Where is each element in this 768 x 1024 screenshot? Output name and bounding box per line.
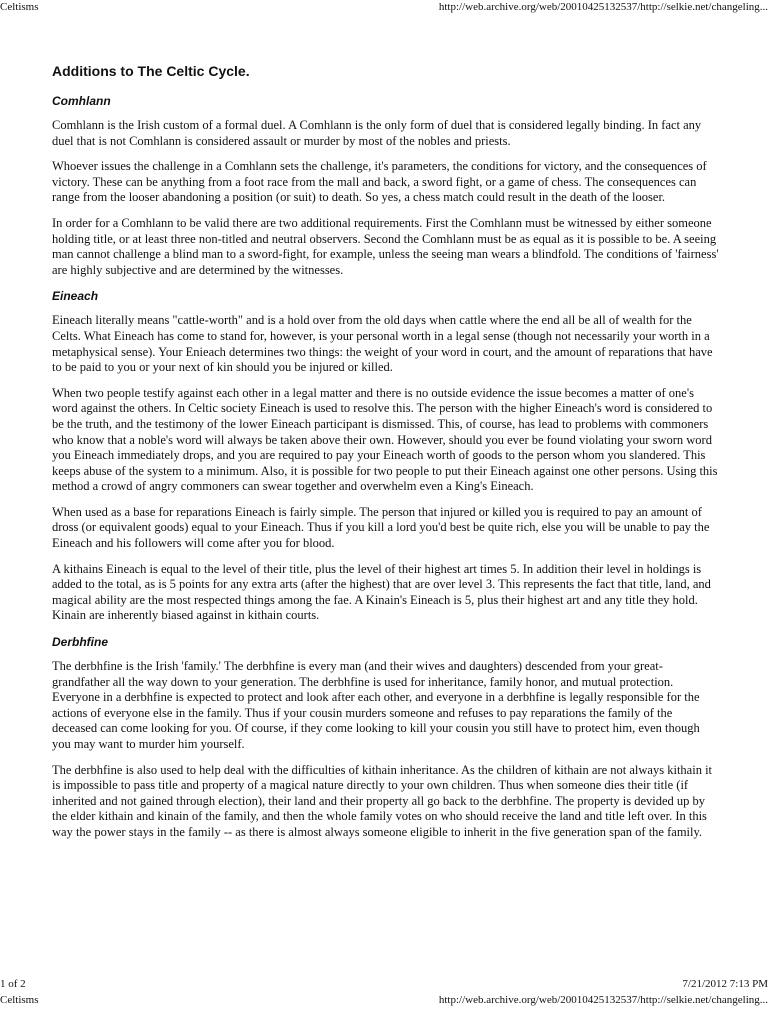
section-heading: Eineach <box>52 289 99 304</box>
footer-title: Celtisms <box>0 994 39 1006</box>
section-eineach <box>52 288 720 624</box>
section-comhlann <box>52 93 720 278</box>
footer-page-number: 1 of 2 <box>0 978 26 990</box>
footer-url: http://web.archive.org/web/20010425132537/http://selkie.net/changeling... <box>438 994 768 1006</box>
footer-datetime: 7/21/2012 7:13 PM <box>682 978 768 990</box>
paragraph: Whoever issues the challenge in a Comhlann sets the challenge, it's parameters, the conditions for victory, and the consequences of victory. These can be anything from a foot race from the mall and back, a sword fight, or a game of chess. The consequences can range from the looser abandoning a position (or suit) to death. So yes, a chess match could result in the death of the looser. <box>52 159 707 205</box>
paragraph: In order for a Comhlann to be valid there are two additional requirements. First the Comhlann must be witnessed by either someone holding title, or at least three non-titled and neutral observers. Second the Comhlann must be as equal as it is possible to be. A seeing man cannot challenge a blind man to a sword-fight, for example, unless the seeing man wears a blindfold. The conditions of 'fairness' are highly subjective and are determined by the witnesses. <box>52 215 719 277</box>
paragraph: When used as a base for reparations Eineach is fairly simple. The person that injured or killed you is required to pay an amount of dross (or equivalent goods) equal to your Eineach. Thus if you kill a lord you'd best be quite rich, else you will be unable to pay the Eineach and his followers will come after you for blood. <box>52 504 710 551</box>
paragraph: Comhlann is the Irish custom of a formal duel. A Comhlann is the only form of duel that is considered legally binding. In fact any duel that is not Comhlann is considered assault or murder by most of the nobles and priests. <box>52 118 702 148</box>
paragraph: A kithains Eineach is equal to the level of their title, plus the level of their highest art times 5. In addition their level in holdings is added to the total, as is 5 points for any extra arts (after the highest) that are over level 3. This represents the fact that title, land, and magical ability are the most respected things among the fae. A Kinain's Eineach is 5, plus their highest art and any title they hold. Kinain are inherently biased against in kithain courts. <box>52 561 711 623</box>
section-heading: Comhlann <box>52 94 111 108</box>
paragraph: When two people testify against each other in a legal matter and there is no outside evidence the issue becomes a matter of one's word against the others. In Celtic society Eineach is used to resolve this. The person with the higher Eineach's word is considered to be the truth, and the testimony of the lower Eineach participant is dismissed. This, of course, has lead to problems with commoners who know that a noble's word will always be taken above their own. However, should you ever be found violating your sworn word you Eineach immediately drops, and you are required to pay your Eineach worth of goods to the person whom you slandered. This keeps abuse of the system to a minimum. Also, it is possible for two people to put their Eineach against one other persons. Using this method a crowd of angry commoners can swear together and overwhelm even a King's Eineach. <box>52 385 718 494</box>
page-title: Additions to The Celtic Cycle. <box>52 63 250 79</box>
header-url: http://web.archive.org/web/20010425132537/http://selkie.net/changeling... <box>438 1 768 13</box>
document-body <box>52 62 720 851</box>
paragraph: Eineach literally means "cattle-worth" and is a hold over from the old days when cattle where the end all be all of wealth for the Celts. What Eineach has come to stand for, however, is your personal worth in a legal sense (though not necessarily your worth in a metaphysical sense). Your Enieach determines two things: the weight of your word in court, and the amount of reparations that have to be paid to you or your next of kin should you be injured or killed. <box>52 313 713 375</box>
paragraph: The derbhfine is also used to help deal with the difficulties of kithain inheritance. As the children of kithain are not always kithain it is impossible to pass title and property of a magical nature directly to your own children. Thus when someone dies their title (if inherited and not gained through election), their land and their property all go back to the derbhfine. The property is devided up by the elder kithain and kinain of the family, and then the whole family votes on who should receive the land and title left over. In this way the power stays in the family -- as there is almost always someone eligible to inherit in the five generation span of the family. <box>52 762 713 839</box>
paragraph: The derbhfine is the Irish 'family.' The derbhfine is every man (and their wives and daughters) descended from your great-grandfather all the way down to your generation. The derbhfine is used for inheritance, family honor, and mutual protection. Everyone in a derbhfine is expected to protect and look after each other, and everyone in a derbhfine is legally responsible for the actions of everyone else in the family. Thus if your cousin murders someone and refuses to pay reparations the family of the deceased can come looking for you. Of course, if they come looking to kill your cousin you still have to protect him, even though you may want to murder him yourself. <box>52 659 700 751</box>
header-title: Celtisms <box>0 1 39 13</box>
section-heading: Derbhfine <box>52 635 109 650</box>
section-derbhfine <box>52 634 720 841</box>
